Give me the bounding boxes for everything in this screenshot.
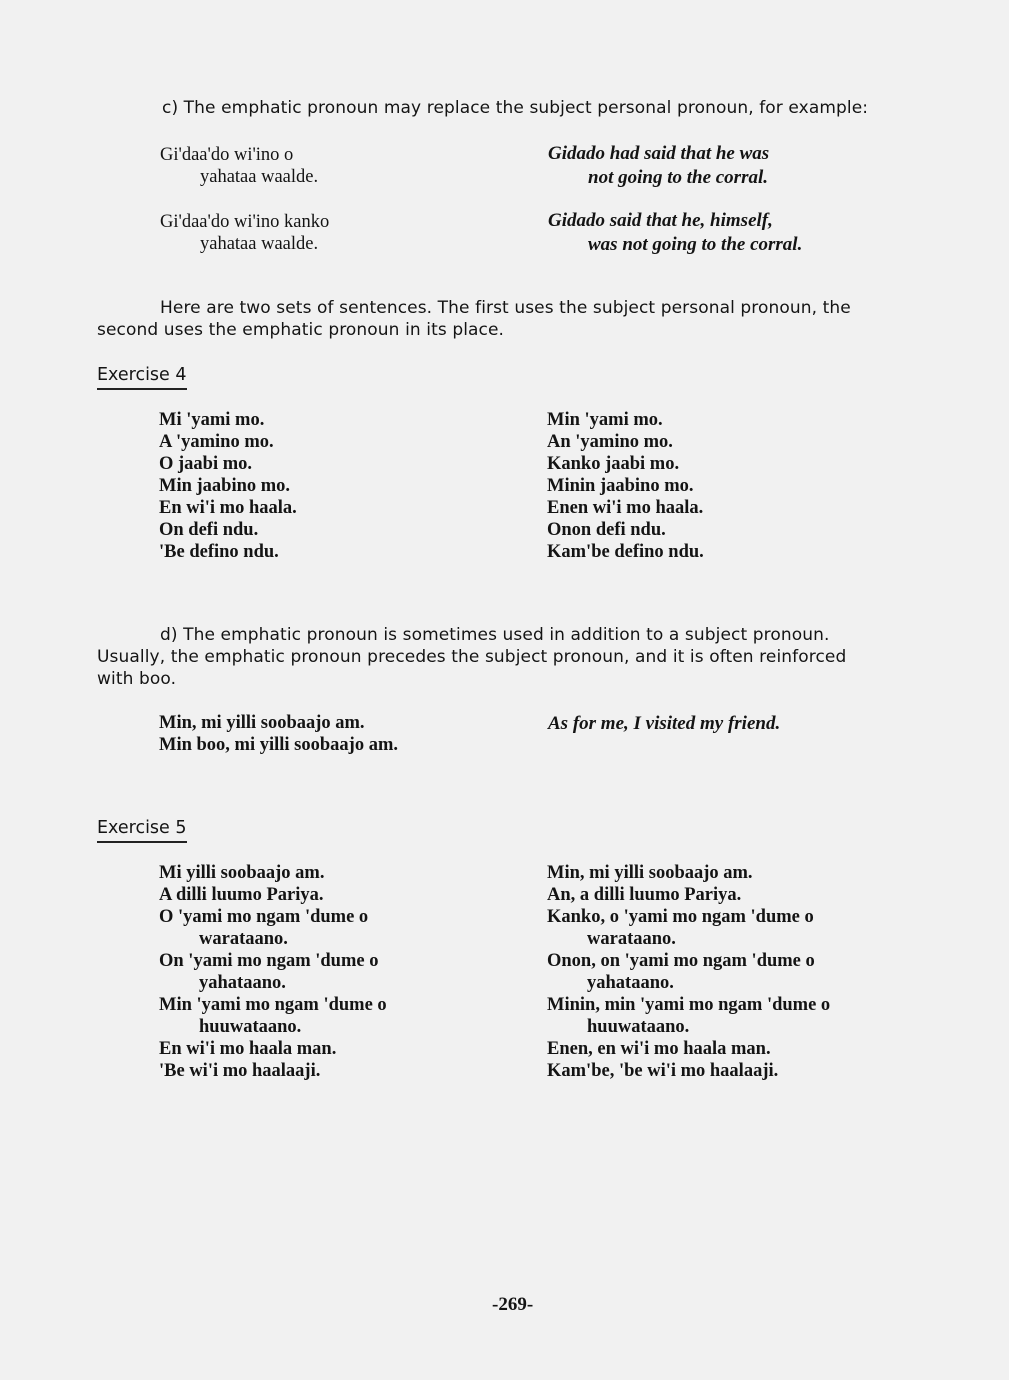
- list-item: Onon defi ndu.: [547, 520, 666, 540]
- list-item: On 'yami mo ngam 'dume o: [159, 951, 379, 971]
- list-item: En wi'i mo haala.: [159, 498, 297, 518]
- example-1-english: Gidado had said that he was not going to the corral.: [548, 143, 770, 188]
- list-item: Min, mi yilli soobaajo am.: [547, 863, 753, 883]
- list-item: Min jaabino mo.: [159, 476, 291, 496]
- list-item: Min 'yami mo.: [547, 410, 663, 430]
- example-2-english: Gidado said that he, himself, was not going to the corral.: [548, 210, 803, 255]
- list-item: Mi 'yami mo.: [159, 410, 265, 430]
- list-item: Enen wi'i mo haala.: [547, 498, 704, 518]
- section-d-intro: d) The emphatic pronoun is sometimes used in addition to a subject pronoun. Usually, the emphatic pronoun precedes the subject pronoun, and it is often reinforced with boo.: [97, 625, 847, 689]
- list-item: 'Be defino ndu.: [159, 542, 279, 562]
- example-1-fulfulde: Gi'daa'do wi'ino o yahataa waalde.: [160, 145, 319, 187]
- section-c-intro: c) The emphatic pronoun may replace the subject personal pronoun, for example:: [162, 98, 869, 118]
- list-item-continuation: huuwataano.: [587, 1017, 690, 1037]
- list-item: Kam'be, 'be wi'i mo haalaaji.: [547, 1061, 779, 1081]
- list-item: Minin, min 'yami mo ngam 'dume o: [547, 995, 831, 1015]
- section-d-example-fulfulde: Min, mi yilli soobaajo am. Min boo, mi yilli soobaajo am.: [159, 713, 398, 755]
- exercise-5-right-column: [547, 862, 830, 1082]
- list-item: Mi yilli soobaajo am.: [159, 863, 325, 883]
- list-item: Kanko, o 'yami mo ngam 'dume o: [547, 907, 814, 927]
- example-2-fulfulde: Gi'daa'do wi'ino kanko yahataa waalde.: [160, 212, 330, 254]
- list-item: 'Be wi'i mo haalaaji.: [159, 1061, 321, 1081]
- list-item-continuation: warataano.: [587, 929, 676, 949]
- list-item-continuation: warataano.: [199, 929, 288, 949]
- list-item: Kam'be defino ndu.: [547, 542, 704, 562]
- list-item: O jaabi mo.: [159, 454, 253, 474]
- list-item: O 'yami mo ngam 'dume o: [159, 907, 369, 927]
- list-item: Onon, on 'yami mo ngam 'dume o: [547, 951, 815, 971]
- page-number: -269-: [492, 1294, 534, 1315]
- list-item: Kanko jaabi mo.: [547, 454, 680, 474]
- list-item-continuation: yahataano.: [199, 973, 286, 993]
- exercise-4-heading: Exercise 4: [97, 364, 187, 390]
- list-item: A 'yamino mo.: [159, 432, 274, 452]
- list-item: An 'yamino mo.: [547, 432, 673, 452]
- list-item-continuation: huuwataano.: [199, 1017, 302, 1037]
- list-item-continuation: yahataano.: [587, 973, 674, 993]
- section-d-example-english: As for me, I visited my friend.: [548, 713, 781, 734]
- list-item: On defi ndu.: [159, 520, 259, 540]
- list-item: Min 'yami mo ngam 'dume o: [159, 995, 387, 1015]
- exercise-4-left-column: [159, 409, 297, 563]
- list-item: An, a dilli luumo Pariya.: [547, 885, 742, 905]
- exercise-5-left-column: [159, 862, 387, 1082]
- list-item: A dilli luumo Pariya.: [159, 885, 324, 905]
- exercise-4-right-column: [547, 409, 704, 563]
- list-item: Minin jaabino mo.: [547, 476, 694, 496]
- exercise-5-heading: Exercise 5: [97, 817, 187, 843]
- section-c-paragraph: Here are two sets of sentences. The first uses the subject personal pronoun, the second uses the emphatic pronoun in its place.: [97, 298, 851, 340]
- list-item: Enen, en wi'i mo haala man.: [547, 1039, 771, 1059]
- list-item: En wi'i mo haala man.: [159, 1039, 337, 1059]
